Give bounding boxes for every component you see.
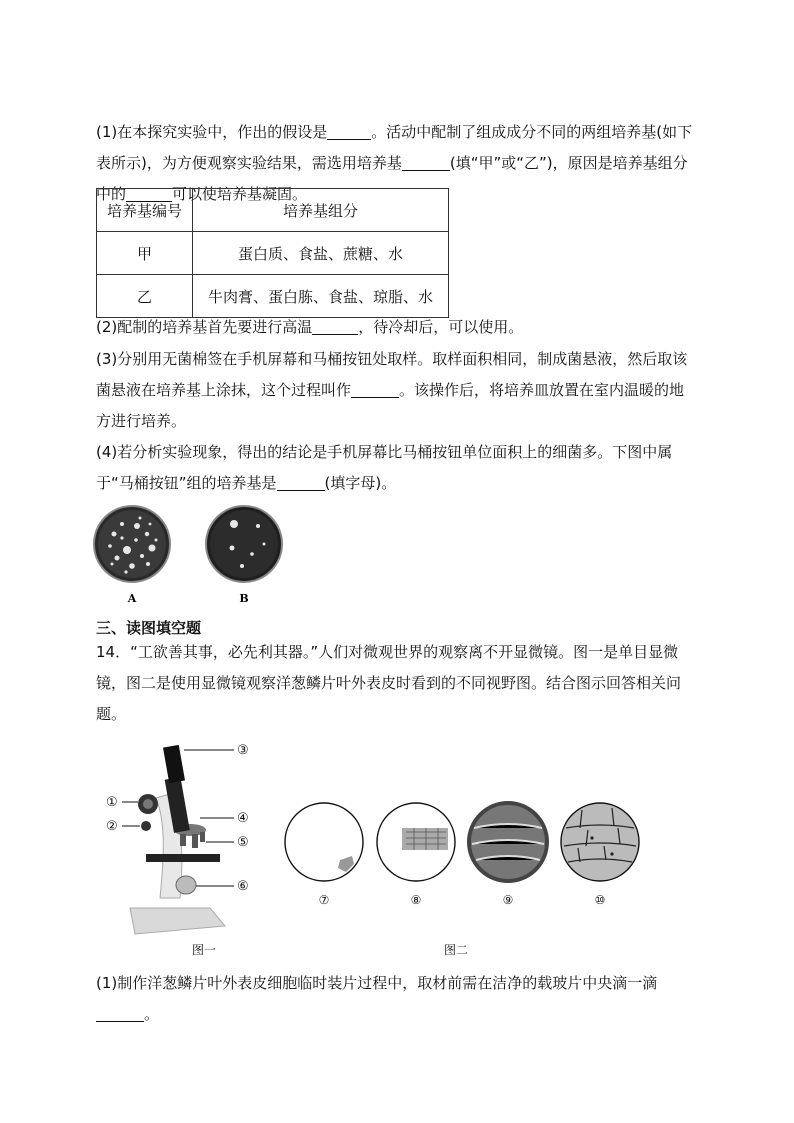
table-cell: 甲: [97, 232, 193, 275]
q13-part4: [96, 437, 696, 499]
answer-blank-medium-choice[interactable]: [402, 154, 450, 171]
table-cell: 牛肉膏、蛋白胨、食盐、琼脂、水: [193, 275, 449, 318]
figure-one-caption: 图一: [191, 943, 216, 957]
table-header-cell: 培养基组分: [193, 189, 449, 232]
q13-part3: [96, 344, 696, 437]
table-header-row: [97, 189, 449, 232]
table-cell: 蛋白质、食盐、蔗糖、水: [193, 232, 449, 275]
dish-label-b: B: [239, 592, 249, 605]
petri-dish-a: [94, 506, 170, 582]
q13-part2-text-a: (2)配制的培养基首先要进行高温: [96, 318, 313, 336]
answer-blank-sterilize[interactable]: [312, 318, 358, 335]
microscope-label-2: ②: [106, 819, 118, 834]
dish-label-a: A: [127, 592, 137, 605]
q14-stem: 14．“工欲善其事，必先利其器。”人们对微观世界的观察离不开显微镜。图一是单目显微镜，图二是使用显微镜观察洋葱鳞片叶外表皮时看到的不同视野图。结合图示回答相关问题。: [96, 643, 682, 723]
q13-part2-text-b: ，待冷却后，可以使用。: [358, 318, 524, 336]
microscope-label-5: ⑤: [237, 835, 249, 850]
microscope-label-3: ③: [237, 743, 249, 758]
answer-blank-inoculation[interactable]: [351, 381, 399, 398]
q13-part4-text-b: (填字母)。: [324, 474, 397, 492]
table-header-cell: 培养基编号: [97, 189, 193, 232]
table-row: [97, 232, 449, 275]
q13-part1-text-d: 可以使培养基凝固。: [172, 185, 308, 203]
culture-medium-table: [96, 188, 449, 318]
fields-of-view-figure: [282, 800, 642, 912]
q13-part3-text-a: (3)分别用无菌棉签在手机屏幕和马桶按钮处取样。取样面积相同，制成菌悬液，然后取该菌悬液在培养基上涂抹，这个过程叫作: [96, 350, 688, 399]
field-view-9: [469, 803, 547, 881]
microscope-label-1: ①: [106, 795, 118, 810]
petri-dish-b: [206, 506, 282, 582]
field-label-9: ⑨: [502, 893, 514, 907]
table-cell: 乙: [97, 275, 193, 318]
microscope-label-6: ⑥: [237, 879, 249, 894]
field-view-10: [561, 803, 639, 881]
answer-blank-dish-letter[interactable]: [277, 474, 325, 491]
answer-blank-hypothesis[interactable]: [327, 123, 371, 140]
q14-part1: [96, 968, 696, 1030]
answer-blank-water-drop[interactable]: [96, 1005, 144, 1022]
section-title: 三、读图填空题: [96, 619, 202, 637]
q14-part1-text-a: (1)制作洋葱鳞片叶外表皮细胞临时装片过程中，取材前需在洁净的载玻片中央滴一滴: [96, 974, 658, 992]
figure-two-caption: 图二: [443, 943, 468, 957]
q13-part1-text-b: 。活动中配制了组成成分不同的两组培养基(如下表所示)，为方便观察实验结果，需选用培养基: [96, 123, 693, 172]
microscope-label-4: ④: [237, 811, 249, 826]
q13-part2: [96, 312, 696, 343]
field-label-10: ⑩: [594, 893, 606, 907]
q13-part4-text-a: (4)若分析实验现象，得出的结论是手机屏幕比马桶按钮单位面积上的细菌多。下图中属于“马桶按钮”组的培养基是: [96, 443, 673, 492]
field-view-7: [285, 803, 363, 881]
field-label-8: ⑧: [410, 893, 422, 907]
q13-part1-text-a: (1)在本探究实验中，作出的假设是: [96, 123, 328, 141]
q13-part1-text-c: (填“甲”或“乙”)，原因是培养基组分中的: [96, 154, 688, 203]
q13-part3-text-b: 。该操作后，将培养皿放置在室内温暖的地方进行培养。: [96, 381, 685, 430]
field-label-7: ⑦: [318, 893, 330, 907]
microscope-figure: [100, 738, 270, 938]
field-view-8: [377, 803, 455, 881]
q14-part1-text-b: 。: [144, 1005, 160, 1023]
petri-dish-figure: [92, 504, 292, 608]
